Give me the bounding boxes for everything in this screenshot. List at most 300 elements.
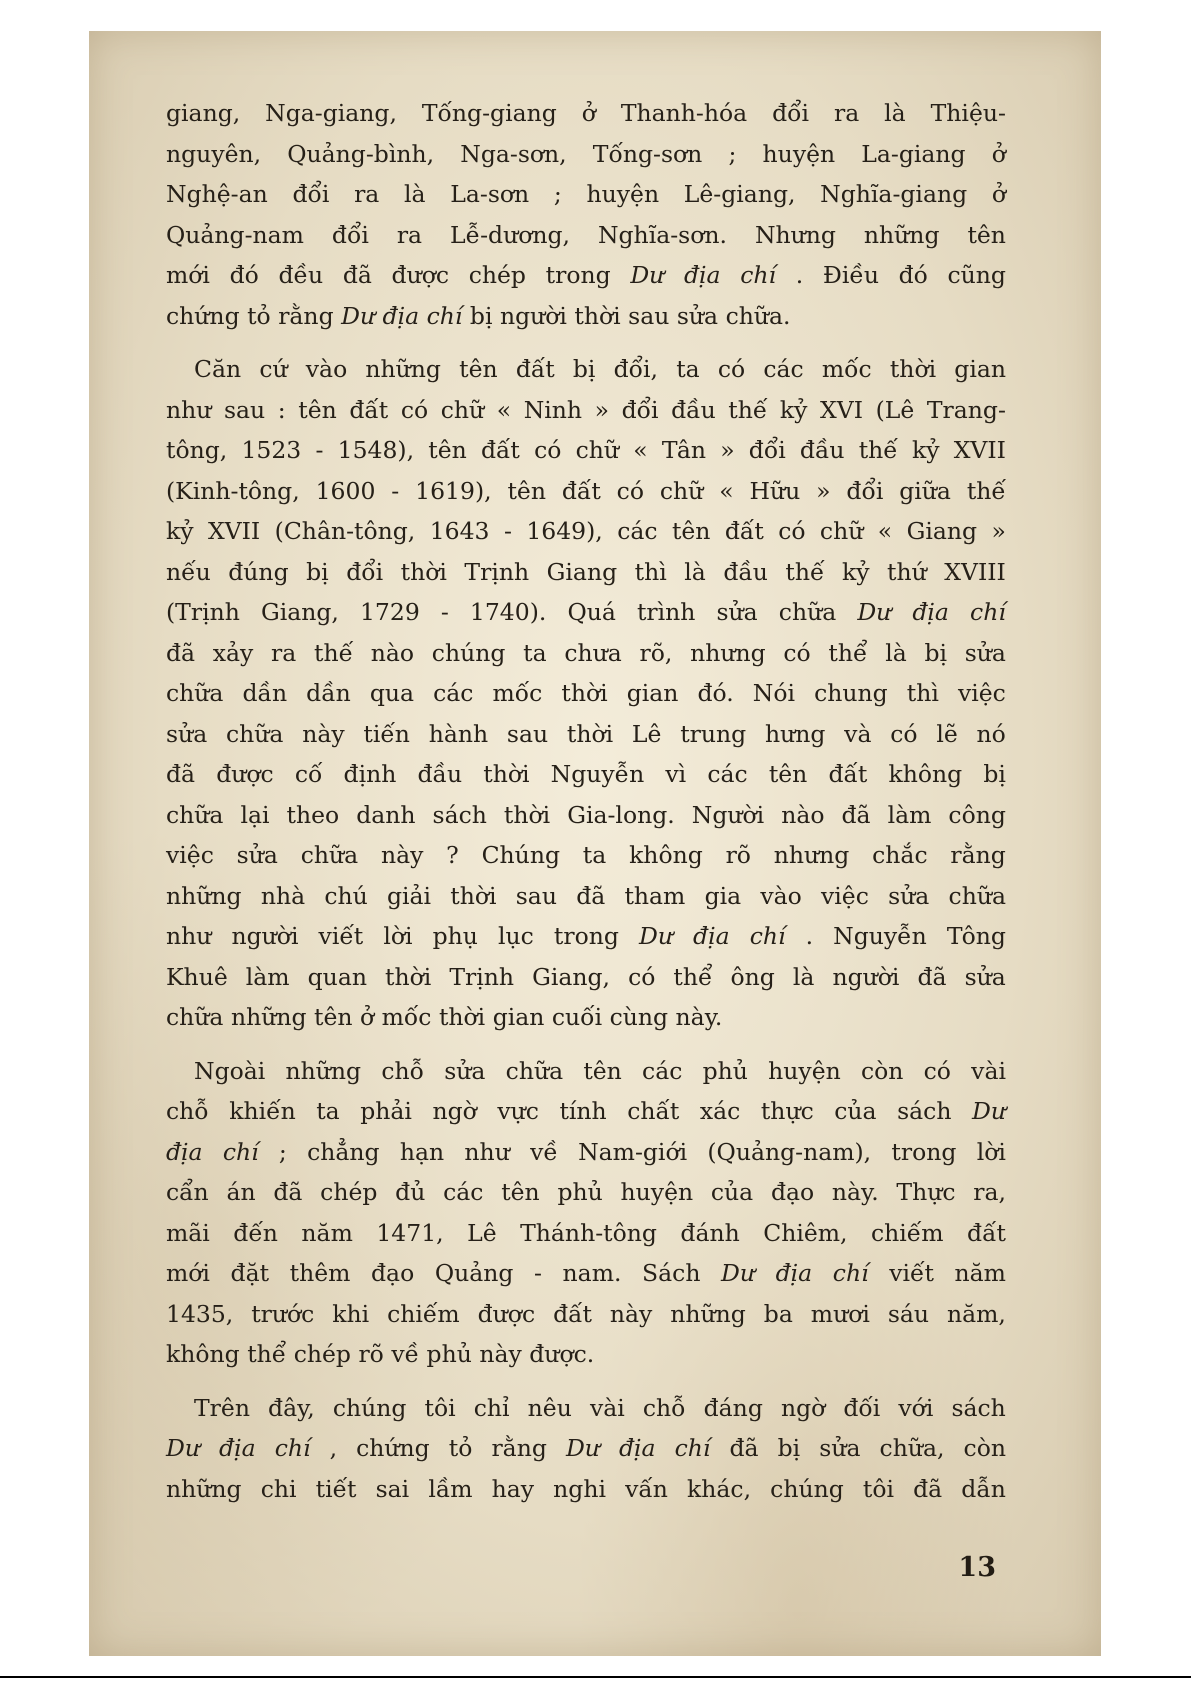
word: 1643 [429, 517, 490, 545]
word: nhưng [690, 638, 766, 667]
word: - [391, 476, 400, 505]
word: phụ [432, 922, 478, 950]
word: Thanh-hóa [620, 99, 748, 127]
word: ở [991, 139, 1006, 168]
word: đạo [371, 1259, 415, 1287]
book-title-italic: chí [222, 1137, 259, 1166]
word: lại [240, 800, 270, 829]
word: Lê [467, 1218, 497, 1247]
text-line [166, 795, 1006, 836]
word: đổi [748, 436, 786, 464]
word: sửa [236, 841, 278, 869]
book-title-italic: chí [970, 598, 1006, 626]
word: dẫn [961, 1474, 1006, 1503]
book-title-italic: chí [274, 1434, 311, 1462]
text-line [166, 1388, 1006, 1429]
word: mươi [810, 1299, 870, 1328]
paragraph-2 [166, 349, 1006, 1038]
word: nhà [260, 881, 306, 910]
text-line [166, 997, 1006, 1038]
word: . [805, 922, 814, 950]
word: chúng [332, 1393, 407, 1422]
book-title-italic: địa [775, 1259, 813, 1287]
word: cùng [609, 1003, 669, 1031]
word: đã [841, 800, 871, 829]
word: tên [967, 220, 1006, 249]
word: ra [271, 638, 297, 667]
word: thời [400, 557, 447, 586]
word: Nhưng [754, 220, 836, 249]
word: đổi [346, 557, 384, 586]
word: những [285, 1056, 362, 1085]
word: rằng [491, 1434, 547, 1462]
word: sửa [819, 1434, 861, 1462]
word: đã [729, 1434, 759, 1462]
word: đạo [770, 1178, 815, 1206]
word: thế [966, 476, 1006, 505]
word: việc [957, 679, 1006, 707]
word: nào [370, 638, 415, 667]
word: Thiệu- [930, 99, 1006, 127]
word: Nghệ-an [166, 180, 268, 208]
word: tên [583, 1056, 622, 1085]
word: - [315, 436, 324, 464]
word: đã [166, 760, 196, 788]
word: chữa [948, 881, 1006, 910]
word: hay [491, 1474, 535, 1503]
word: được [216, 760, 274, 788]
word: huyện [762, 139, 836, 168]
word: mới [166, 261, 210, 289]
text-line [166, 1132, 1006, 1173]
word: tỏ [448, 1434, 473, 1462]
word: đó [229, 261, 259, 289]
word: chiếm [871, 1218, 944, 1247]
word: chiếm [387, 1299, 460, 1328]
word: 1435, [166, 1299, 234, 1328]
book-page [89, 31, 1101, 1656]
word: đất [724, 517, 764, 545]
word: chữ [819, 517, 864, 545]
word: chỗ [166, 1097, 209, 1125]
word: đối [843, 1393, 881, 1422]
word: trong [553, 922, 619, 950]
word: đánh [680, 1218, 740, 1247]
word: có [890, 719, 918, 748]
word: sửa [676, 301, 719, 330]
word: chữa [778, 598, 837, 626]
word: Tống-giang [421, 99, 557, 127]
word: 1523 [241, 436, 302, 464]
word: đất [561, 476, 601, 505]
word: tên [501, 1178, 540, 1206]
text-line [166, 1091, 1006, 1132]
word: (Lê [875, 395, 915, 424]
word: này. [675, 1003, 723, 1031]
word: sửa [888, 881, 930, 910]
word: không [629, 841, 703, 869]
word: thời [561, 679, 608, 707]
text-line [166, 1428, 1006, 1469]
word: sửa [444, 1056, 486, 1085]
word: . [795, 261, 804, 289]
word: Nguyễn [833, 922, 927, 950]
word: giang, [166, 99, 241, 127]
word: hưng [764, 719, 826, 748]
paragraph-4 [166, 1388, 1006, 1510]
word: thêm [289, 1259, 351, 1287]
word: kỷ [779, 395, 808, 424]
word: mốc [381, 1003, 432, 1031]
word: sách [951, 1393, 1006, 1422]
word: thì [634, 557, 667, 586]
word: là [885, 638, 907, 667]
word: Giang, [260, 598, 339, 626]
word: làm [245, 962, 290, 991]
word: 1619), [415, 476, 492, 505]
word: đây, [268, 1393, 315, 1422]
word: ra [354, 180, 380, 208]
text-line [166, 916, 1006, 957]
word: 1729 [359, 598, 420, 626]
word: với [898, 1393, 934, 1422]
text-line [166, 349, 1006, 390]
word: chất [627, 1097, 680, 1125]
word: XVII [953, 436, 1006, 464]
text-line [166, 430, 1006, 471]
text-line [166, 592, 1006, 633]
word: Nguyễn [550, 760, 645, 788]
word: Tống-sơn [592, 139, 703, 168]
word: này [479, 1340, 522, 1368]
word: sau [628, 301, 670, 330]
word: ra, [973, 1178, 1006, 1206]
word: phủ [426, 1340, 472, 1368]
word: chữa [300, 841, 359, 869]
word: như [464, 1137, 510, 1166]
word: Tân [661, 436, 706, 464]
book-title-italic: Dư [638, 922, 673, 950]
word: Giang [906, 517, 978, 545]
book-title-italic: Dư [721, 1259, 756, 1287]
word: Lê-giang, [683, 180, 796, 208]
word: đã [273, 1178, 303, 1206]
word: nghi [553, 1474, 606, 1503]
word: án [226, 1178, 256, 1206]
word: đổi [331, 220, 369, 249]
word: Nga-giang, [265, 99, 397, 127]
word: bị [777, 1434, 801, 1462]
word: thời [450, 881, 497, 910]
word: nào [781, 800, 825, 829]
word: chữa [166, 679, 224, 707]
word: Nga-sơn, [460, 139, 567, 168]
word: những [365, 355, 441, 383]
word: Giang, [532, 962, 611, 991]
word: được. [529, 1340, 595, 1368]
word: khi [332, 1299, 370, 1328]
text-line [166, 754, 1006, 795]
word: 1471, [376, 1218, 444, 1247]
word: » [816, 476, 831, 505]
word: viết [889, 1259, 934, 1287]
word: các [433, 679, 474, 707]
book-title-italic: Dư [166, 1434, 200, 1462]
word: Nói [752, 679, 796, 707]
word: chữ [659, 476, 704, 505]
book-title-italic: địa [912, 598, 949, 626]
word: bị [469, 301, 493, 330]
word: chi [260, 1474, 297, 1503]
word: lầm [428, 1474, 473, 1503]
word: tham [624, 881, 686, 910]
word: chữ [440, 395, 485, 424]
word: vực [497, 1097, 539, 1125]
text-line [166, 552, 1006, 593]
word: thời [385, 962, 432, 991]
word: bị [306, 557, 329, 586]
word: đã [917, 962, 947, 991]
word: đã [166, 638, 196, 667]
word: ; [553, 180, 562, 208]
text-line [166, 1051, 1006, 1092]
word: thời [438, 1003, 486, 1031]
word: tỏ [247, 301, 271, 330]
word: » [594, 395, 610, 424]
word: tông, [166, 436, 228, 464]
word: 1548), [337, 436, 415, 464]
word: « [633, 436, 648, 464]
word: mốc [492, 679, 543, 707]
word: thể [828, 638, 868, 667]
word: lời [976, 1137, 1006, 1166]
word: Lễ-dương, [450, 220, 570, 249]
word: đến [233, 1218, 278, 1247]
word: Gia-long. [567, 800, 675, 829]
word: đổi [772, 99, 810, 127]
word: định [343, 760, 397, 788]
word: nam. [562, 1259, 622, 1287]
word: có [783, 638, 811, 667]
word: Hữu [749, 476, 801, 505]
word: - [440, 598, 449, 626]
word: tên [298, 395, 337, 424]
word: xảy [212, 638, 254, 667]
word: chép [468, 261, 526, 289]
word: danh [356, 800, 416, 829]
word: Điều [822, 261, 879, 289]
word: Thực [896, 1178, 956, 1206]
word: Nghĩa-giang [820, 180, 968, 208]
word: kỷ [841, 557, 870, 586]
word: chứng [166, 301, 240, 330]
word: này [380, 841, 424, 869]
word: chung [814, 679, 888, 707]
word: tên [671, 517, 711, 545]
text-line [166, 1213, 1006, 1254]
word: Nam-giới [578, 1137, 688, 1166]
word: chúng [431, 638, 506, 667]
word: Ngoài [194, 1056, 266, 1085]
text-line [166, 93, 1006, 134]
word: Trịnh [449, 962, 515, 991]
book-title-italic: chí [740, 261, 777, 289]
word: » [720, 436, 735, 464]
word: thế [728, 395, 768, 424]
word: đất [553, 1299, 592, 1328]
word: « [496, 395, 512, 424]
word: chép [320, 1178, 378, 1206]
word: giải [386, 881, 432, 910]
word: đầu [723, 557, 768, 586]
word: Quảng [434, 1259, 514, 1287]
word: vấn [625, 1474, 668, 1503]
word: đặt [230, 1259, 270, 1287]
word: các [763, 355, 804, 383]
word: - [503, 517, 512, 545]
word: ; [728, 139, 737, 168]
word: Người [691, 800, 765, 829]
word: sai [375, 1474, 410, 1503]
word: cuối [551, 1003, 603, 1031]
word: về [530, 1137, 558, 1166]
word: Sách [642, 1259, 701, 1287]
word: cẩn [166, 1178, 209, 1206]
word: chúng [770, 1474, 844, 1503]
word: có [778, 517, 806, 545]
word: huyện [768, 1056, 841, 1085]
word: thứ [887, 557, 927, 586]
word: lẽ [936, 719, 958, 748]
word: ta [582, 841, 607, 869]
word: đổi [621, 395, 659, 424]
word: có [923, 1056, 951, 1085]
word: có [534, 436, 562, 464]
word: thời [566, 719, 614, 748]
book-title-italic: Dư [857, 598, 892, 626]
word: bị [983, 760, 1006, 788]
word: sách [432, 800, 487, 829]
word: phủ [557, 1178, 603, 1206]
book-title-italic: địa [219, 1434, 256, 1462]
word: thời [503, 800, 551, 829]
word: vài [971, 1056, 1006, 1085]
word: rõ, [639, 638, 673, 667]
word: người [499, 301, 567, 330]
word: nguyên, [166, 139, 262, 168]
text-line [166, 390, 1006, 431]
word: Nghĩa-sơn. [597, 220, 727, 249]
word: năm, [946, 1299, 1006, 1328]
word: ba [763, 1299, 793, 1328]
word: của [834, 1097, 877, 1125]
word: chỗ [381, 1056, 424, 1085]
text-line [166, 714, 1006, 755]
word: như [166, 395, 212, 424]
page-number: 13 [958, 1552, 996, 1583]
book-title-italic: địa [693, 922, 730, 950]
word: đất [349, 395, 389, 424]
word: tên [507, 476, 546, 505]
word: lục [498, 922, 534, 950]
word: ở [581, 99, 596, 127]
word: là [884, 99, 906, 127]
word: 1600 [315, 476, 376, 505]
word: mãi [166, 1218, 210, 1247]
word: việc [166, 841, 214, 869]
word: La-sơn [450, 180, 530, 208]
book-title-italic: Dư [972, 1097, 1006, 1125]
book-title-italic: chí [674, 1434, 711, 1462]
word: như [166, 922, 212, 950]
word: đổi [846, 476, 884, 505]
word: công [948, 800, 1006, 829]
book-title-italic: chí [749, 922, 786, 950]
word: » [991, 517, 1006, 545]
word: tên [768, 760, 808, 788]
word: thế [314, 638, 354, 667]
word: rõ [725, 841, 751, 869]
word: các [443, 1178, 484, 1206]
word: sau [515, 881, 557, 910]
word: thời [483, 760, 530, 788]
word: phải [360, 1097, 412, 1125]
text-line [166, 1253, 1006, 1294]
word: là [404, 180, 426, 208]
word: phủ [702, 1056, 748, 1085]
word: năm [301, 1218, 353, 1247]
paragraph-3 [166, 1051, 1006, 1375]
book-title-italic: địa [683, 261, 721, 289]
word: này. [831, 1178, 879, 1206]
word: rằng [950, 841, 1006, 869]
word: rằng [278, 301, 334, 330]
word: thực [760, 1097, 814, 1125]
word: có [717, 355, 746, 383]
word: thì [906, 679, 939, 707]
word: tiết [315, 1474, 357, 1503]
word: còn [860, 1056, 904, 1085]
word: các [707, 760, 748, 788]
word: Trịnh [464, 557, 530, 586]
word: dần [306, 679, 351, 707]
word: làm [887, 800, 932, 829]
book-title-italic: Dư [565, 1434, 600, 1462]
word: cứ [259, 355, 288, 383]
word: kỷ [166, 517, 194, 545]
word: nếu [166, 557, 211, 586]
word: đã [342, 261, 372, 289]
word: các [617, 517, 658, 545]
word: tính [559, 1097, 607, 1125]
word: được [391, 261, 450, 289]
word: XVI [820, 395, 864, 424]
word: những [166, 1474, 242, 1503]
word: là [684, 557, 706, 586]
word: chứng [356, 1434, 430, 1462]
word: tên [459, 355, 498, 383]
word: ; [278, 1137, 287, 1166]
book-title-italic: địa [166, 1137, 203, 1166]
word: sau [223, 395, 266, 424]
word: không [888, 760, 963, 788]
word: những [230, 1003, 307, 1031]
word: đó [898, 261, 928, 289]
text-line [166, 134, 1006, 175]
word: giữa [899, 476, 951, 505]
word: đó. [697, 679, 734, 707]
word: chữ [575, 436, 620, 464]
